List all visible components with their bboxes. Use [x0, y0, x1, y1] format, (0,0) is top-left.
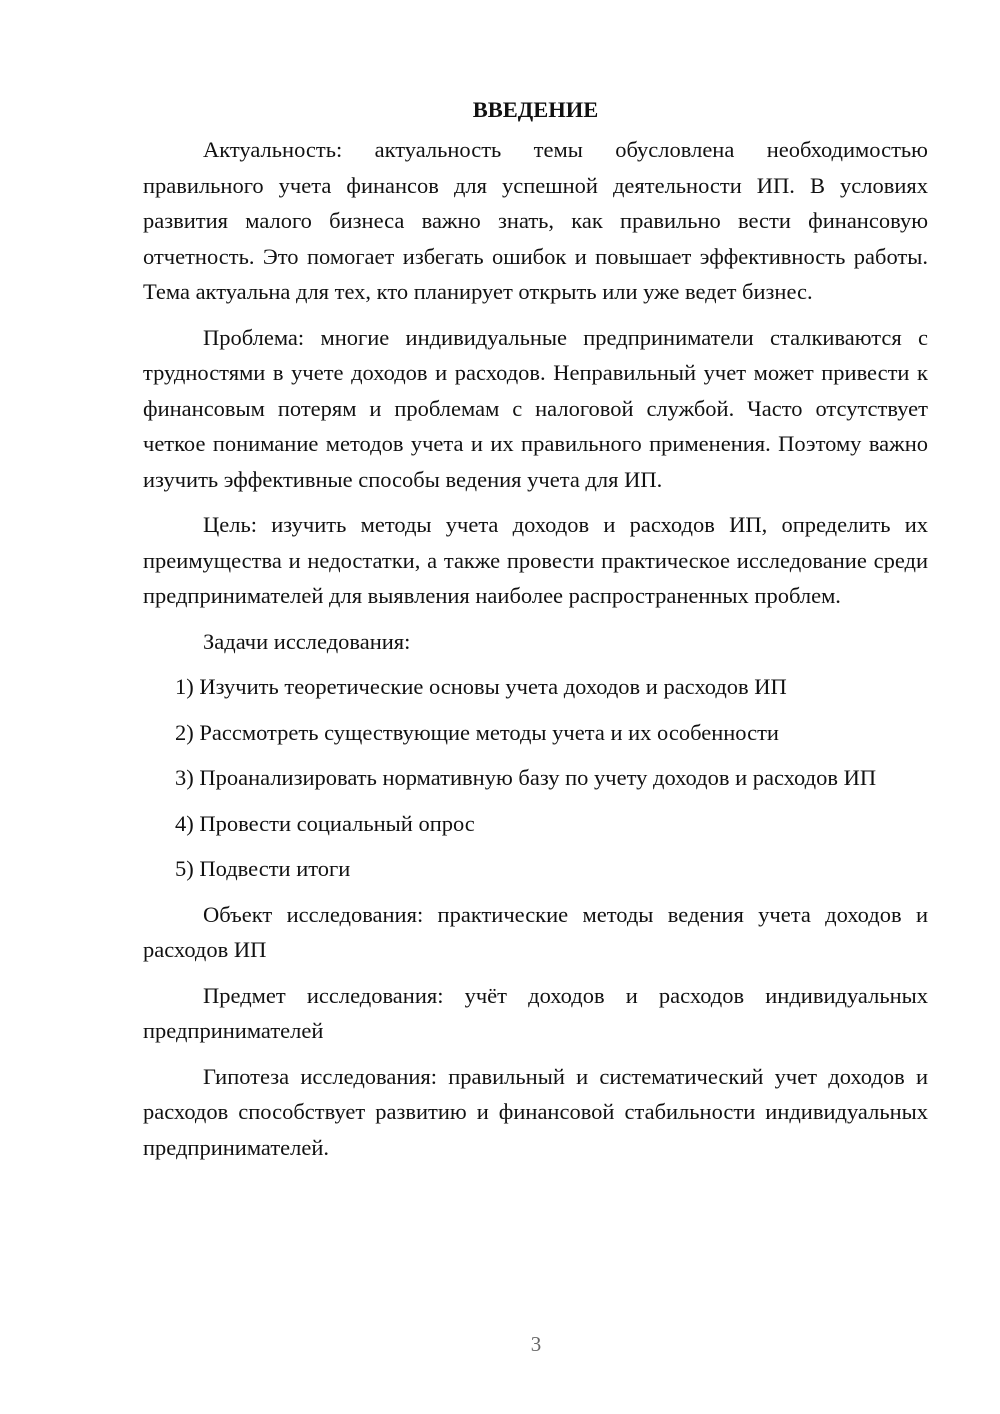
paragraph-problem: Проблема: многие индивидуальные предприниматели сталкиваются с трудностями в учете доходов и расходов. Неправильный учет может привести к финансовым потерям и проблемам с налоговой службой. Часто отсутствует четкое понимание методов учета и их правильного применения. Поэтому важно изучить эффективные способы ведения учета для ИП. — [143, 324, 928, 492]
page-number: 3 — [530, 1332, 542, 1356]
paragraph-subject: Предмет исследования: учёт доходов и расходов индивидуальных предпринимателей — [143, 982, 928, 1043]
task-item: 2) Рассмотреть существующие методы учета и их особенности — [175, 719, 779, 745]
paragraph-hypothesis: Гипотеза исследования: правильный и систематический учет доходов и расходов способствует развитию и финансовой стабильности индивидуальных предпринимателей. — [143, 1063, 928, 1160]
tasks-title: Задачи исследования: — [203, 628, 411, 654]
paragraph-relevance: Актуальность: актуальность темы обусловлена необходимостью правильного учета финансов для успешной деятельности ИП. В условиях развития малого бизнеса важно знать, как правильно вести финансовую отчетность. Это помогает избегать ошибок и повышает эффективность работы. Тема актуальна для тех, кто планирует открыть или уже ведет бизнес. — [143, 137, 928, 304]
section-heading: ВВЕДЕНИЕ — [472, 97, 599, 122]
paragraph-goal: Цель: изучить методы учета доходов и расходов ИП, определить их преимущества и недостатки, а также провести практическое исследование среди предпринимателей для выявления наиболее распространенных проблем. — [143, 512, 928, 608]
task-item: 3) Проанализировать нормативную базу по учету доходов и расходов ИП — [175, 765, 877, 790]
document-body — [143, 92, 928, 1175]
task-item: 5) Подвести итоги — [175, 856, 351, 881]
paragraph-object: Объект исследования: практические методы ведения учета доходов и расходов ИП — [143, 901, 928, 962]
task-item: 4) Провести социальный опрос — [175, 810, 475, 836]
task-item: 1) Изучить теоретические основы учета доходов и расходов ИП — [175, 674, 787, 699]
